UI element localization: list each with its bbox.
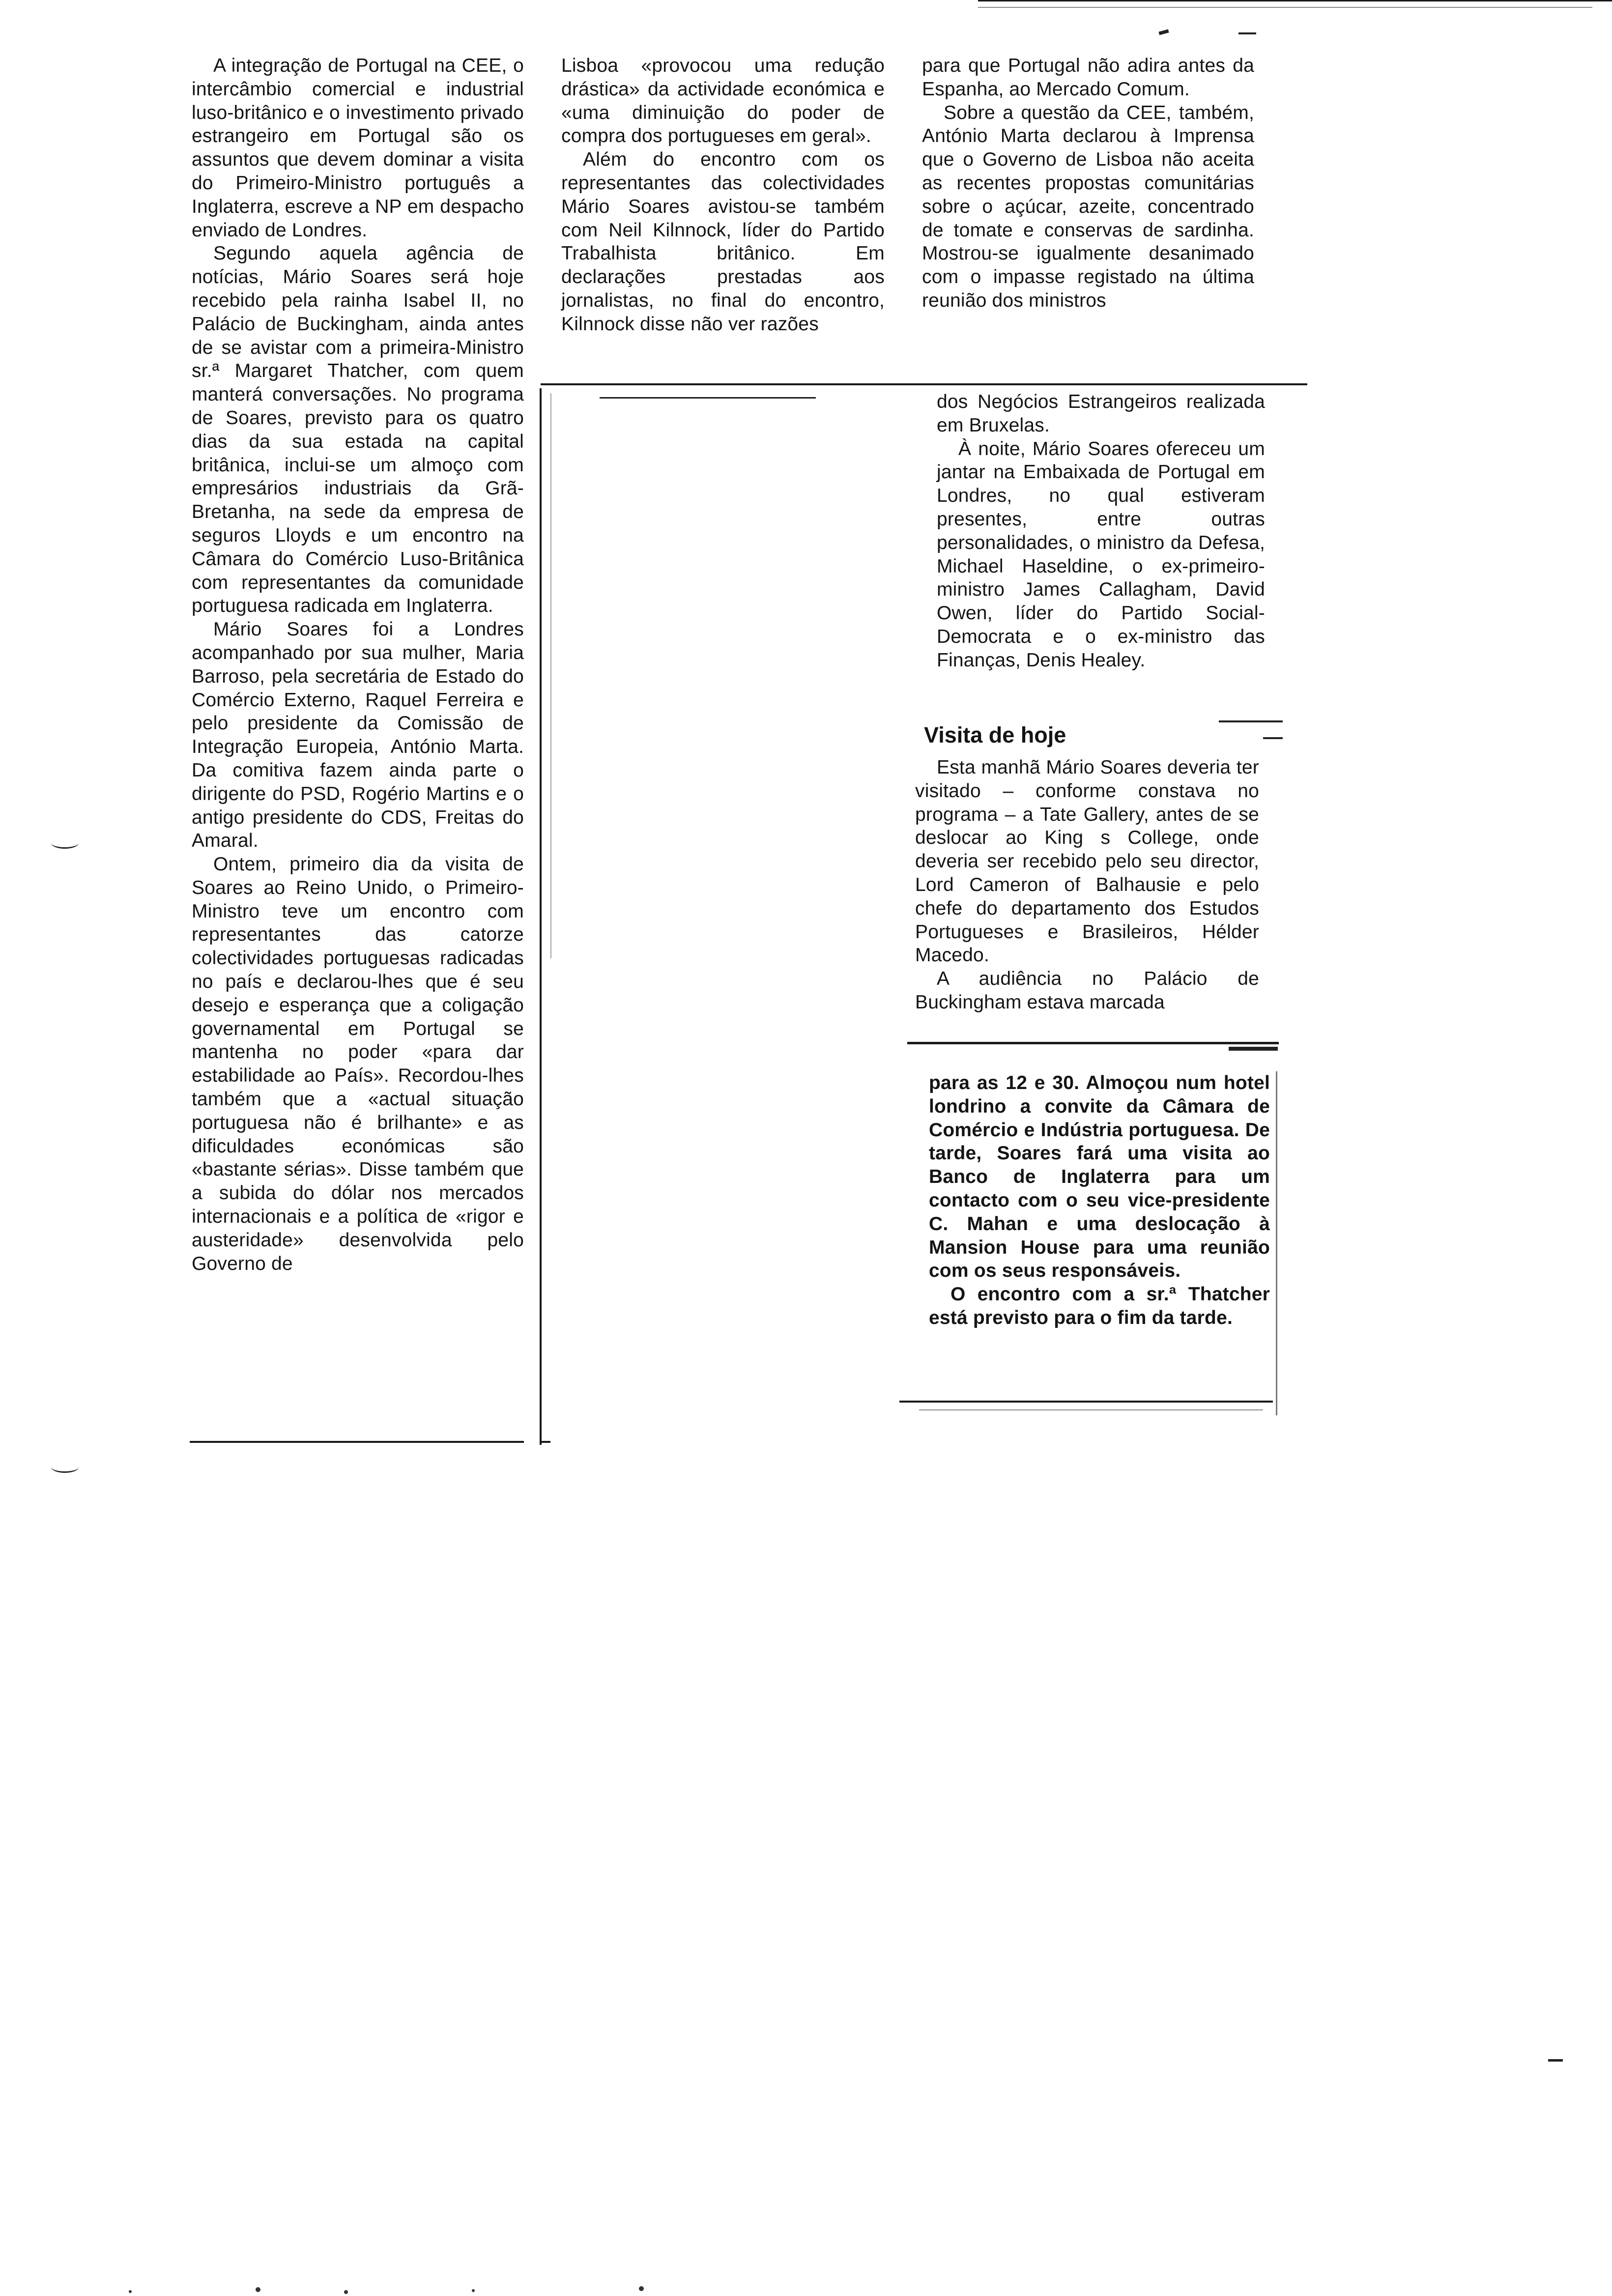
scan-mark-top [1158,29,1169,35]
col2-paragraph: Além do encontro com os representantes das colectividades Mário Soares avistou-se também com Neil Kilnnock, líder do Partido Trabalhista britânico. Em declarações prestadas aos jornalistas, no final do encontro, Kilnnock disse não ver razões [561,149,885,335]
subheading-side-mark [1219,720,1283,722]
top-rule-right [978,0,1612,1]
article-column-3-visita [915,756,1259,1014]
col3-paragraph: para que Portugal não adira antes da Espanha, ao Mercado Comum. [922,55,1254,100]
column-divider-2 [1276,1071,1277,1415]
article-column-3-top [922,54,1254,313]
article-column-3-middle [937,390,1265,672]
col1-bottom-rule [190,1441,524,1443]
col2-bottom-rule [541,383,1307,385]
col3-bottom-rule-2 [919,1409,1263,1410]
margin-mark-left-1 [51,837,79,849]
col1-paragraph: A integração de Portugal na CEE, o intercâmbio comercial e industrial luso-britânico e o investimento privado estrangeiro em Portugal são os assuntos que devem dominar a visita do Primeiro-Ministro português a Inglaterra, escreve a NP em despacho enviado de Londres. [192,55,524,241]
column-divider-1-tail [540,1441,550,1443]
subheading-side-mark-2 [1263,737,1283,739]
col3-paragraph: À noite, Mário Soares ofereceu um jantar na Embaixada de Portugal em Londres, no qual estiveram presentes, entre outras personalidades, o ministro da Defesa, Michael Haseldine, o ex-primeiro-ministro James Callagham, David Owen, líder do Partido Social-Democrata e o ex-ministro das Finanças, Denis Healey. [937,438,1265,671]
margin-mark-right [1548,2059,1563,2062]
scan-speck [344,2290,348,2294]
final-block-rule [907,1042,1279,1044]
scan-speck [639,2286,644,2291]
col3-paragraph: para as 12 e 30. Almoçou num hotel londrino a convite da Câmara de Comércio e Indústria portuguesa. De tarde, Soares fará uma visita ao Banco de Inglaterra para um contacto com o seu vice-presidente C. Mahan e uma deslocação à Mansion House para uma reunião com os seus responsáveis. [929,1072,1270,1282]
article-column-3-final [929,1071,1270,1330]
col1-paragraph: Segundo aquela agência de notícias, Mário Soares será hoje recebido pela rainha Isabel II, no Palácio de Buckingham, ainda antes de se avistar com a primeira-Ministro sr.ª Margaret Thatcher, com quem manterá conversações. No programa de Soares, previsto para os quatro dias da sua estada na capital britânica, inclui-se um almoço com empresários industriais da Grã-Bretanha, na sede da empresa de seguros Lloyds e um encontro na Câmara do Comércio Luso-Britânica com representantes da comunidade portuguesa radicada em Inglaterra. [192,243,524,617]
scan-speck [129,2290,132,2293]
col3-paragraph: dos Negócios Estrangeiros realizada em Bruxelas. [937,391,1265,436]
subheading-visita-de-hoje: Visita de hoje [924,722,1066,747]
col2-paragraph: Lisboa «provocou uma redução drástica» da actividade económica e «uma diminuição do poder de compra dos portugueses em geral». [561,55,885,147]
margin-mark-left-2 [51,1462,79,1473]
column-divider-1 [540,388,542,1445]
article-column-1 [192,54,524,1275]
col3-paragraph: Esta manhã Mário Soares deveria ter visitado – conforme constava no programa – a Tate Gallery, antes de se deslocar ao King s College, onde deveria ser recebido pelo seu director, Lord Cameron of Balhausie e pelo chefe do departamento dos Estudos Portugueses e Brasileiros, Hélder Macedo. [915,757,1259,966]
final-block-rule-mark [1229,1047,1278,1051]
col1-paragraph: Mário Soares foi a Londres acompanhado por sua mulher, Maria Barroso, pela secretária de Estado do Comércio Externo, Raquel Ferreira e pelo presidente da Comissão de Integração Europeia, António Marta. Da comitiva fazem ainda parte o dirigente do PSD, Rogério Martins e o antigo presidente do CDS, Freitas do Amaral. [192,619,524,852]
scan-mark-top-2 [1238,32,1256,34]
col1-paragraph: Ontem, primeiro dia da visita de Soares ao Reino Unido, o Primeiro-Ministro teve um encontro com representantes das catorze colectividades portuguesas radicadas no país e declarou-lhes que é seu desejo e esperança que a coligação governamental em Portugal se mantenha no poder «para dar estabilidade ao País». Recordou-lhes também que a «actual situação portuguesa não é brilhante» e as dificuldades económicas são «bastante sérias». Disse também que a subida do dólar nos mercados internacionais e a política de «rigor e austeridade» desenvolvida pelo Governo de [192,854,524,1274]
col2-under-rule [600,397,816,399]
col3-paragraph: O encontro com a sr.ª Thatcher está previsto para o fim da tarde. [929,1284,1270,1328]
col3-bottom-rule [899,1401,1273,1403]
article-column-2 [561,54,885,336]
column-divider-1-dots [550,393,551,958]
scan-speck [472,2289,475,2292]
scan-speck [256,2287,260,2292]
top-rule-right-2 [978,7,1592,8]
col3-paragraph: Sobre a questão da CEE, também, António Marta declarou à Imprensa que o Governo de Lisboa não aceita as recentes propostas comunitárias sobre o açúcar, azeite, concentrado de tomate e conservas de sardinha. Mostrou-se igualmente desanimado com o impasse registado na última reunião dos ministros [922,102,1254,311]
col3-paragraph: A audiência no Palácio de Buckingham estava marcada [915,968,1259,1013]
